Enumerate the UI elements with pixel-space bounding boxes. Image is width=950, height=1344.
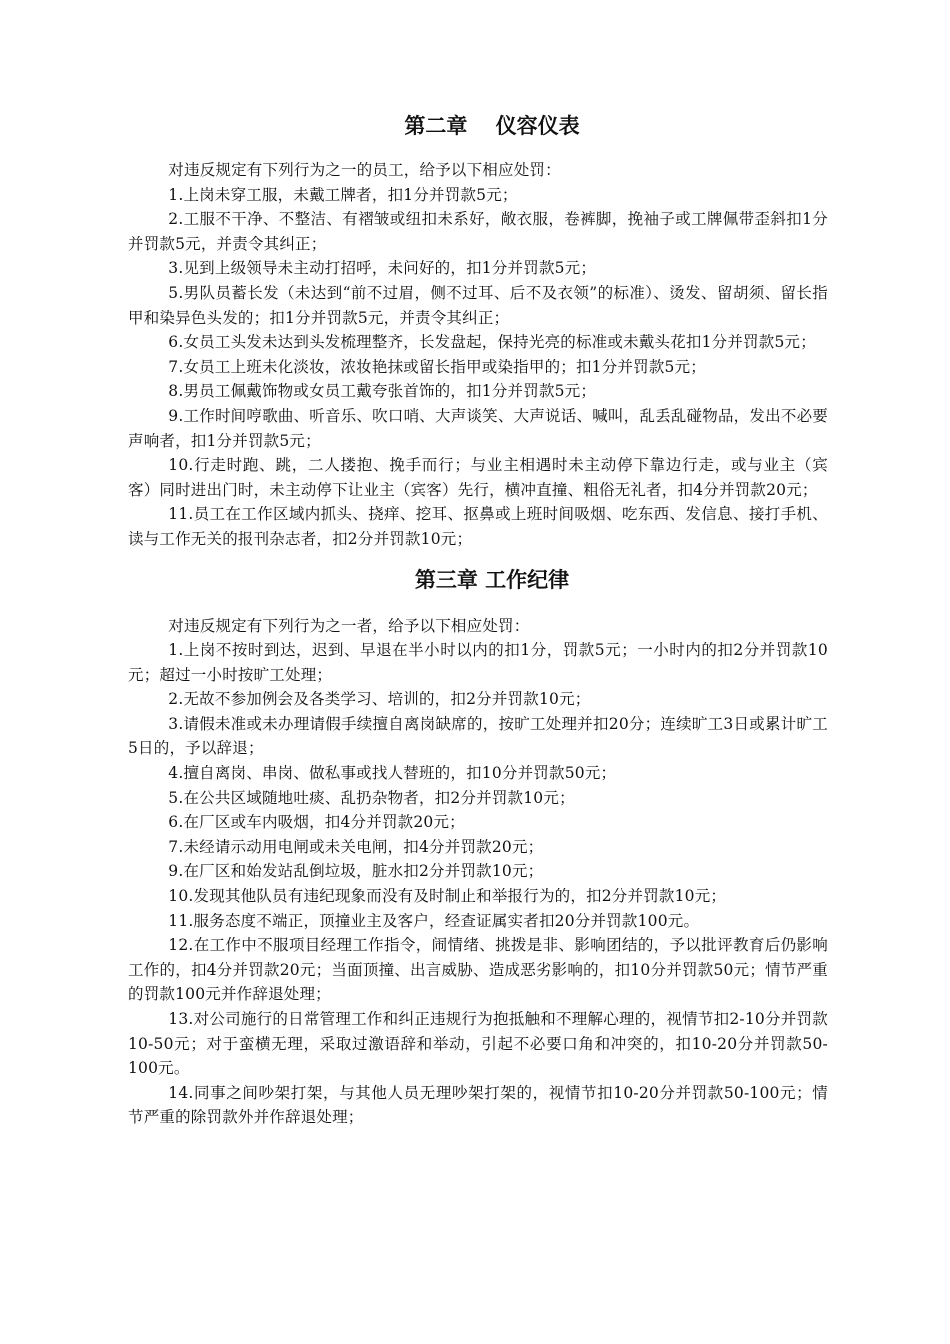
document-page bbox=[128, 110, 828, 1130]
chapter-3-item: 5.在公共区域随地吐痰、乱扔杂物者，扣2分并罚款10元； bbox=[168, 788, 575, 807]
chapter-3-item: 3.请假未准或未办理请假手续擅自离岗缺席的，按旷工处理并扣20分；连续旷工3日或累计旷工5日的，予以辞退； bbox=[128, 714, 828, 758]
chapter-3-item: 10.发现其他队员有违纪现象而没有及时制止和举报行为的，扣2分并罚款10元； bbox=[168, 887, 727, 906]
chapter-3-intro: 对违反规定有下列行为之一者，给予以下相应处罚： bbox=[168, 616, 530, 635]
chapter-2-title: 第二章 仪容仪表 bbox=[404, 114, 580, 138]
chapter-2-item: 2.工服不干净、不整洁、有褶皱或纽扣未系好，敞衣服，卷裤脚，挽袖子或工牌佩带歪斜扣1分并罚款5元，并责令其纠正； bbox=[128, 210, 828, 253]
chapter-3-item: 13.对公司施行的日常管理工作和纠正违规行为抱抵触和不理解心理的，视情节扣2-10分并罚款10-50元；对于蛮横无理，采取过激语辞和举动，引起不必要口角和冲突的，扣10-20分并罚款50-100元。 bbox=[128, 1010, 828, 1078]
chapter-3-item: 1.上岗不按时到达，迟到、早退在半小时以内的扣1分，罚款5元；一小时内的扣2分并罚款10元；超过一小时按旷工处理； bbox=[128, 641, 828, 684]
chapter-3-item: 12.在工作中不服项目经理工作指令，闹情绪、挑拨是非、影响团结的，予以批评教育后仍影响工作的，扣4分并罚款20元；当面顶撞、出言威胁、造成恶劣影响的，扣10分并罚款50元；情节严重的罚款100元并作辞退处理； bbox=[128, 936, 828, 1004]
chapter-2-item: 11.员工在工作区域内抓头、挠痒、挖耳、抠鼻或上班时间吸烟、吃东西、发信息、接打手机、读与工作无关的报刊杂志者，扣2分并罚款10元； bbox=[128, 505, 828, 548]
chapter-2-item: 3.见到上级领导未主动打招呼，未问好的，扣1分并罚款5元； bbox=[168, 259, 597, 278]
chapter-3-item: 11.服务态度不端正，顶撞业主及客户，经查证属实者扣20分并罚款100元。 bbox=[168, 911, 700, 930]
chapter-2-item: 7.女员工上班未化淡妆，浓妆艳抹或留长指甲或染指甲的；扣1分并罚款5元； bbox=[168, 357, 707, 376]
chapter-3-item: 6.在厂区或车内吸烟，扣4分并罚款20元； bbox=[168, 813, 465, 832]
chapter-3-item: 14.同事之间吵架打架，与其他人员无理吵架打架的，视情节扣10-20分并罚款50-100元；情节严重的除罚款外并作辞退处理； bbox=[128, 1083, 828, 1127]
chapter-3-title: 第三章 工作纪律 bbox=[414, 567, 570, 592]
chapter-2-item: 1.上岗未穿工服，未戴工牌者，扣1分并罚款5元； bbox=[168, 185, 518, 204]
chapter-2-item: 10.行走时跑、跳，二人搂抱、挽手而行；与业主相遇时未主动停下靠边行走，或与业主（宾客）同时进出门时，未主动停下让业主（宾客）先行，横冲直撞、粗俗无礼者，扣4分并罚款20元； bbox=[128, 456, 828, 499]
chapter-3-item: 2.无故不参加例会及各类学习、培训的，扣2分并罚款10元； bbox=[168, 690, 591, 709]
chapter-2-item: 8.男员工佩戴饰物或女员工戴夸张首饰的，扣1分并罚款5元； bbox=[168, 382, 597, 401]
chapter-3-item: 7.未经请示动用电闸或未关电闸，扣4分并罚款20元； bbox=[168, 837, 544, 856]
chapter-2-item: 5.男队员蓄长发（未达到“前不过眉，侧不过耳、后不及衣领”的标准）、烫发、留胡须、留长指甲和染异色头发的；扣1分并罚款5元，并责令其纠正； bbox=[128, 283, 828, 327]
chapter-2-item: 6.女员工头发未达到头发梳理整齐，长发盘起，保持光亮的标准或未戴头花扣1分并罚款5元； bbox=[168, 333, 816, 352]
chapter-3-item: 4.擅自离岗、串岗、做私事或找人替班的，扣10分并罚款50元； bbox=[168, 764, 617, 783]
chapter-2-item: 9.工作时间哼歌曲、听音乐、吹口哨、大声谈笑、大声说话、喊叫，乱丢乱碰物品，发出不必要声响者，扣1分并罚款5元； bbox=[128, 406, 828, 450]
chapter-3-item: 9.在厂区和始发站乱倒垃圾，脏水扣2分并罚款10元； bbox=[168, 862, 544, 881]
chapter-2-intro: 对违反规定有下列行为之一的员工，给予以下相应处罚： bbox=[168, 161, 561, 179]
